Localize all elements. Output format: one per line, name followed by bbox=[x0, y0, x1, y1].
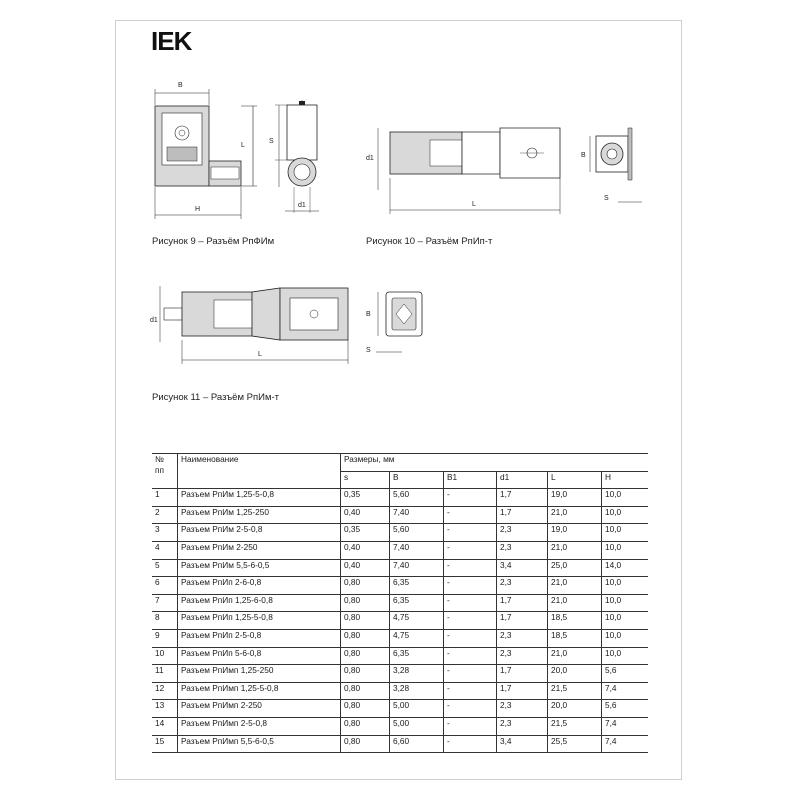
cell-name: Разъем РпИп 1,25-5-0,8 bbox=[178, 612, 341, 630]
cell-n: 9 bbox=[152, 629, 178, 647]
cell-l: 21,0 bbox=[548, 647, 602, 665]
table-row bbox=[152, 594, 648, 612]
dimensions-table bbox=[152, 453, 648, 753]
cell-d1: 1,7 bbox=[497, 612, 548, 630]
cell-l: 21,5 bbox=[548, 717, 602, 735]
cell-d1: 1,7 bbox=[497, 594, 548, 612]
cell-b1: - bbox=[444, 524, 497, 542]
cell-name: Разъем РпИм 2-250 bbox=[178, 541, 341, 559]
cell-d1: 2,3 bbox=[497, 577, 548, 595]
cell-n: 6 bbox=[152, 577, 178, 595]
cell-h: 10,0 bbox=[602, 594, 649, 612]
cell-b: 6,35 bbox=[390, 647, 444, 665]
cell-n: 5 bbox=[152, 559, 178, 577]
cell-b1: - bbox=[444, 665, 497, 683]
cell-n: 2 bbox=[152, 506, 178, 524]
cell-l: 21,5 bbox=[548, 682, 602, 700]
figure-10-caption: Рисунок 10 – Разъём РпИп-т bbox=[366, 236, 493, 247]
table-row bbox=[152, 559, 648, 577]
fig11-dim-b-label: B bbox=[366, 311, 371, 318]
table-row bbox=[152, 735, 648, 753]
cell-h: 10,0 bbox=[602, 612, 649, 630]
cell-s: 0,40 bbox=[341, 541, 390, 559]
table-row bbox=[152, 665, 648, 683]
cell-s: 0,35 bbox=[341, 489, 390, 507]
header-num: № пп bbox=[152, 454, 178, 489]
cell-h: 5,6 bbox=[602, 700, 649, 718]
cell-b: 5,60 bbox=[390, 489, 444, 507]
cell-h: 14,0 bbox=[602, 559, 649, 577]
figure-10-drawing bbox=[360, 120, 660, 220]
cell-d1: 1,7 bbox=[497, 682, 548, 700]
cell-d1: 2,3 bbox=[497, 629, 548, 647]
cell-name: Разъем РпИм 1,25-250 bbox=[178, 506, 341, 524]
header-d1: d1 bbox=[497, 471, 548, 489]
cell-n: 14 bbox=[152, 717, 178, 735]
figure-9-caption: Рисунок 9 – Разъём РпФИм bbox=[152, 236, 275, 247]
cell-l: 21,0 bbox=[548, 506, 602, 524]
fig10-dim-d1-label: d1 bbox=[366, 155, 374, 162]
cell-n: 7 bbox=[152, 594, 178, 612]
cell-name: Разъем РпИмп 1,25-5-0,8 bbox=[178, 682, 341, 700]
table-row bbox=[152, 577, 648, 595]
fig10-dim-l-label: L bbox=[472, 201, 476, 208]
cell-h: 5,6 bbox=[602, 665, 649, 683]
header-s: s bbox=[341, 471, 390, 489]
cell-b: 5,00 bbox=[390, 700, 444, 718]
cell-name: Разъем РпИмп 2-250 bbox=[178, 700, 341, 718]
table-row bbox=[152, 524, 648, 542]
cell-b: 7,40 bbox=[390, 541, 444, 559]
cell-s: 0,80 bbox=[341, 577, 390, 595]
cell-h: 7,4 bbox=[602, 735, 649, 753]
cell-s: 0,80 bbox=[341, 629, 390, 647]
cell-b1: - bbox=[444, 629, 497, 647]
table-row bbox=[152, 700, 648, 718]
cell-name: Разъем РпИп 2-5-0,8 bbox=[178, 629, 341, 647]
cell-s: 0,80 bbox=[341, 682, 390, 700]
cell-l: 25,5 bbox=[548, 735, 602, 753]
figure-9-drawing bbox=[145, 75, 345, 225]
cell-d1: 1,7 bbox=[497, 506, 548, 524]
cell-d1: 3,4 bbox=[497, 559, 548, 577]
cell-d1: 2,3 bbox=[497, 647, 548, 665]
cell-h: 10,0 bbox=[602, 647, 649, 665]
cell-s: 0,80 bbox=[341, 717, 390, 735]
cell-b: 5,60 bbox=[390, 524, 444, 542]
cell-b1: - bbox=[444, 612, 497, 630]
cell-h: 10,0 bbox=[602, 541, 649, 559]
cell-l: 18,5 bbox=[548, 612, 602, 630]
cell-b1: - bbox=[444, 647, 497, 665]
cell-b1: - bbox=[444, 682, 497, 700]
cell-b: 4,75 bbox=[390, 629, 444, 647]
cell-name: Разъем РпИм 1,25-5-0,8 bbox=[178, 489, 341, 507]
figure-11-drawing bbox=[150, 280, 440, 370]
cell-name: Разъем РпИмп 5,5-6-0,5 bbox=[178, 735, 341, 753]
cell-b1: - bbox=[444, 594, 497, 612]
cell-d1: 1,7 bbox=[497, 489, 548, 507]
cell-h: 10,0 bbox=[602, 489, 649, 507]
fig11-dim-s-label: S bbox=[366, 347, 371, 354]
cell-name: Разъем РпИмп 2-5-0,8 bbox=[178, 717, 341, 735]
cell-n: 3 bbox=[152, 524, 178, 542]
header-name: Наименование bbox=[178, 454, 341, 489]
cell-b: 6,35 bbox=[390, 594, 444, 612]
cell-n: 13 bbox=[152, 700, 178, 718]
table-row bbox=[152, 629, 648, 647]
cell-d1: 2,3 bbox=[497, 700, 548, 718]
header-group: Размеры, мм bbox=[341, 454, 649, 472]
header-h: H bbox=[602, 471, 649, 489]
cell-d1: 2,3 bbox=[497, 717, 548, 735]
cell-n: 15 bbox=[152, 735, 178, 753]
cell-name: Разъем РпИп 5-6-0,8 bbox=[178, 647, 341, 665]
cell-n: 11 bbox=[152, 665, 178, 683]
cell-h: 7,4 bbox=[602, 682, 649, 700]
cell-b1: - bbox=[444, 559, 497, 577]
cell-name: Разъем РпИп 1,25-6-0,8 bbox=[178, 594, 341, 612]
cell-s: 0,80 bbox=[341, 594, 390, 612]
cell-h: 10,0 bbox=[602, 524, 649, 542]
cell-d1: 3,4 bbox=[497, 735, 548, 753]
cell-n: 12 bbox=[152, 682, 178, 700]
cell-n: 8 bbox=[152, 612, 178, 630]
table-row bbox=[152, 541, 648, 559]
dim-d1-label: d1 bbox=[298, 202, 306, 209]
iek-logo: IEK bbox=[151, 26, 192, 56]
cell-b: 6,35 bbox=[390, 577, 444, 595]
cell-name: Разъем РпИмп 1,25-250 bbox=[178, 665, 341, 683]
cell-l: 25,0 bbox=[548, 559, 602, 577]
cell-l: 19,0 bbox=[548, 489, 602, 507]
header-b: B bbox=[390, 471, 444, 489]
cell-n: 1 bbox=[152, 489, 178, 507]
cell-l: 18,5 bbox=[548, 629, 602, 647]
cell-b1: - bbox=[444, 489, 497, 507]
table-row bbox=[152, 717, 648, 735]
cell-h: 10,0 bbox=[602, 577, 649, 595]
cell-l: 21,0 bbox=[548, 541, 602, 559]
cell-b1: - bbox=[444, 577, 497, 595]
dim-s-label: S bbox=[269, 138, 274, 145]
dim-b-label: B bbox=[178, 82, 183, 89]
cell-b1: - bbox=[444, 541, 497, 559]
cell-b: 6,60 bbox=[390, 735, 444, 753]
cell-d1: 1,7 bbox=[497, 665, 548, 683]
header-b1: B1 bbox=[444, 471, 497, 489]
cell-l: 20,0 bbox=[548, 665, 602, 683]
table-row bbox=[152, 506, 648, 524]
cell-b: 4,75 bbox=[390, 612, 444, 630]
dim-h-label: H bbox=[195, 206, 201, 213]
dim-l-label: L bbox=[241, 142, 245, 149]
table-row bbox=[152, 682, 648, 700]
cell-s: 0,35 bbox=[341, 524, 390, 542]
cell-b: 7,40 bbox=[390, 559, 444, 577]
cell-name: Разъем РпИм 2-5-0,8 bbox=[178, 524, 341, 542]
cell-s: 0,80 bbox=[341, 700, 390, 718]
cell-b1: - bbox=[444, 735, 497, 753]
cell-b: 3,28 bbox=[390, 665, 444, 683]
cell-b1: - bbox=[444, 506, 497, 524]
table-row bbox=[152, 612, 648, 630]
cell-b: 3,28 bbox=[390, 682, 444, 700]
table-row bbox=[152, 647, 648, 665]
cell-s: 0,40 bbox=[341, 559, 390, 577]
cell-n: 4 bbox=[152, 541, 178, 559]
cell-l: 21,0 bbox=[548, 594, 602, 612]
table-row bbox=[152, 489, 648, 507]
cell-s: 0,80 bbox=[341, 612, 390, 630]
cell-l: 19,0 bbox=[548, 524, 602, 542]
cell-d1: 2,3 bbox=[497, 524, 548, 542]
cell-l: 21,0 bbox=[548, 577, 602, 595]
cell-s: 0,80 bbox=[341, 735, 390, 753]
header-l: L bbox=[548, 471, 602, 489]
fig11-dim-l-label: L bbox=[258, 351, 262, 358]
cell-name: Разъем РпИм 5,5-6-0,5 bbox=[178, 559, 341, 577]
table-header-row bbox=[152, 454, 648, 472]
cell-b: 7,40 bbox=[390, 506, 444, 524]
cell-s: 0,80 bbox=[341, 665, 390, 683]
figure-11-caption: Рисунок 11 – Разъём РпИм-т bbox=[152, 392, 279, 403]
cell-name: Разъем РпИп 2-6-0,8 bbox=[178, 577, 341, 595]
cell-b1: - bbox=[444, 700, 497, 718]
cell-n: 10 bbox=[152, 647, 178, 665]
cell-b1: - bbox=[444, 717, 497, 735]
cell-s: 0,40 bbox=[341, 506, 390, 524]
cell-h: 10,0 bbox=[602, 629, 649, 647]
fig10-dim-s-label: S bbox=[604, 195, 609, 202]
fig11-dim-d1-label: d1 bbox=[150, 317, 158, 324]
cell-h: 10,0 bbox=[602, 506, 649, 524]
fig10-dim-b-label: B bbox=[581, 152, 586, 159]
cell-d1: 2,3 bbox=[497, 541, 548, 559]
cell-b: 5,00 bbox=[390, 717, 444, 735]
cell-h: 7,4 bbox=[602, 717, 649, 735]
cell-l: 20,0 bbox=[548, 700, 602, 718]
cell-s: 0,80 bbox=[341, 647, 390, 665]
